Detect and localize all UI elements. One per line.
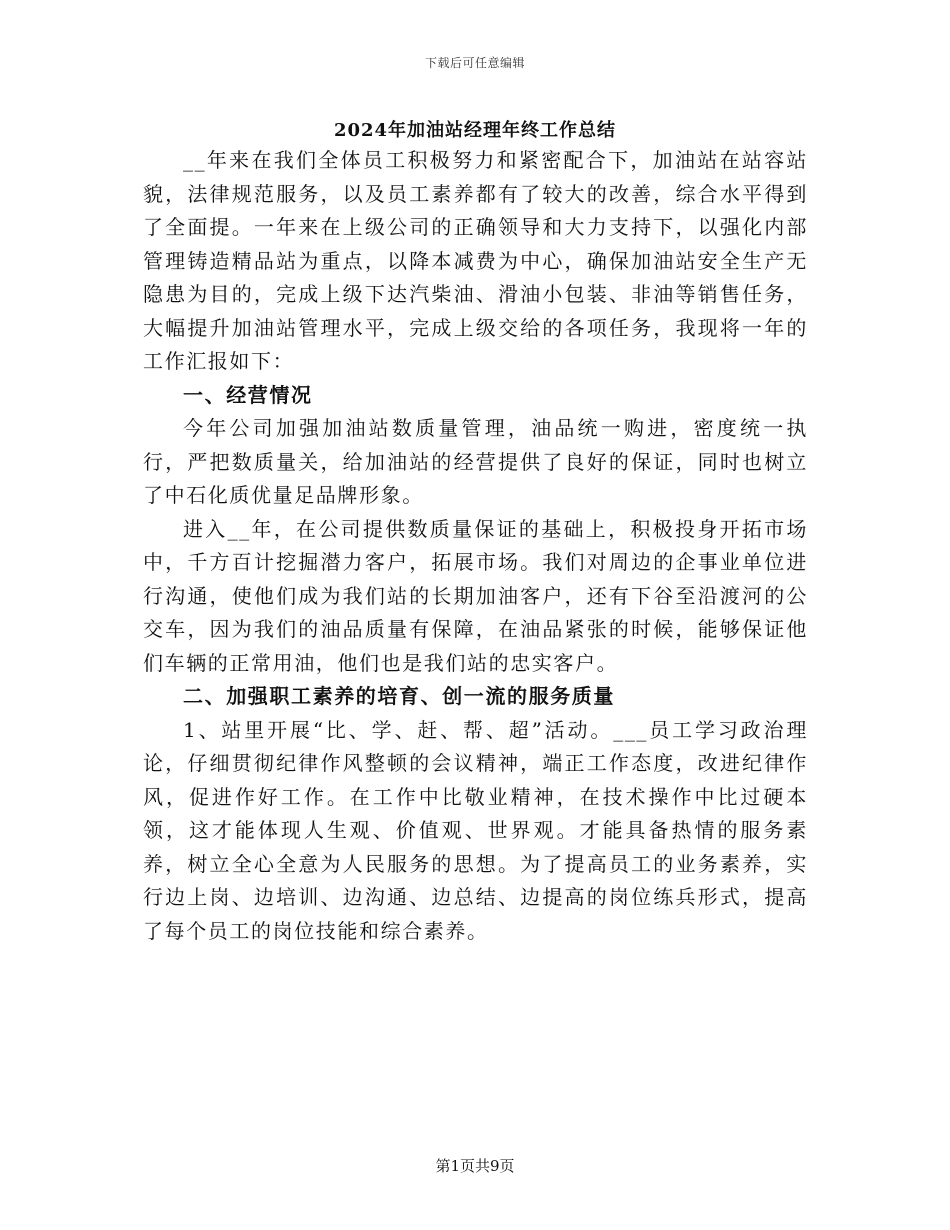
section-heading-staff-quality: 二、加强职工素养的培育、创一流的服务质量 bbox=[183, 684, 615, 708]
operations-paragraph-1: 今年公司加强加油站数质量管理，油品统一购进，密度统一执行，严把数质量关，给加油站的经营提供了良好的保证，同时也树立了中石化质优量足品牌形象。 bbox=[143, 416, 808, 507]
download-note: 下载后可任意编辑 bbox=[424, 56, 525, 70]
document-body bbox=[143, 144, 808, 948]
operations-paragraph-2: 进入__年，在公司提供数质量保证的基础上，积极投身开拓市场中，千方百计挖掘潜力客户，拓展市场。我们对周边的企事业单位进行沟通，使他们成为我们站的长期加油客户，还有下谷至沿渡河的公交车，因为我们的油品质量有保障，在油品紧张的时候，能够保证他们车辆的正常用油，他们也是我们站的忠实客户。 bbox=[143, 516, 808, 675]
section-heading-operations: 一、经营情况 bbox=[183, 382, 313, 407]
staff-quality-paragraph-1: 1、站里开展“比、学、赶、帮、超”活动。___员工学习政治理论，仔细贯彻纪律作风整顿的会议精神，端正工作态度，改进纪律作风，促进作好工作。在工作中比敬业精神，在技术操作中比过硬本领，这才能体现人生观、价值观、世界观。才能具备热情的服务素养，树立全心全意为人民服务的思想。为了提高员工的业务素养，实行边上岗、边培训、边沟通、边总结、边提高的岗位练兵形式，提高了每个员工的岗位技能和综合素养。 bbox=[143, 717, 808, 943]
document-title: 2024年加油站经理年终工作总结 bbox=[333, 120, 617, 141]
page-number: 第1页共9页 bbox=[435, 1157, 515, 1175]
intro-paragraph: __年来在我们全体员工积极努力和紧密配合下，加油站在站容站貌，法律规范服务，以及员工素养都有了较大的改善，综合水平得到了全面提。一年来在上级公司的正确领导和大力支持下，以强化内部管理铸造精品站为重点，以降本减费为中心，确保加油站安全生产无隐患为目的，完成上级下达汽柴油、滑油小包装、非油等销售任务，大幅提升加油站管理水平，完成上级交给的各项任务，我现将一年的工作汇报如下： bbox=[143, 148, 808, 373]
